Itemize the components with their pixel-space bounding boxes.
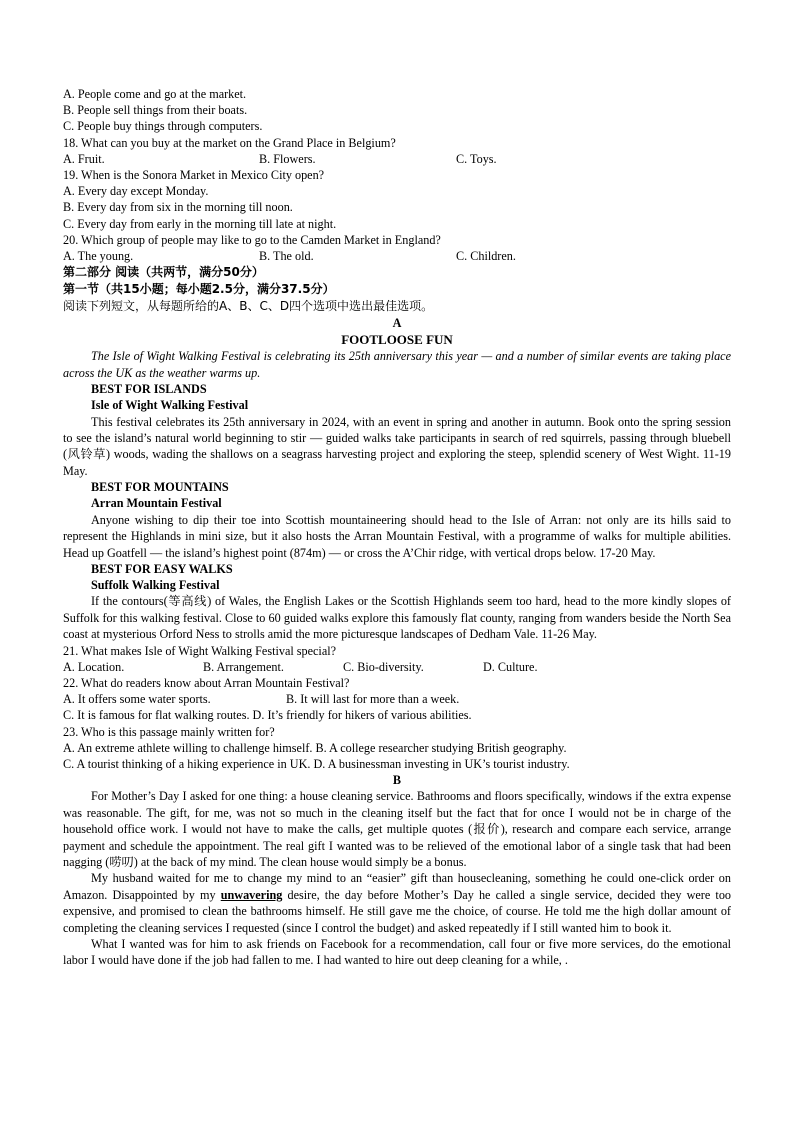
q23-options-cd: C. A tourist thinking of a hiking experience in UK. D. A businessman investing in UK’s tourist industry. — [63, 756, 570, 771]
q22-option-a: A. It offers some water sports. — [63, 692, 211, 707]
q23-stem: 23. Who is this passage mainly written for? — [63, 724, 275, 739]
q21-option-b: B. Arrangement. — [203, 659, 284, 674]
q19-option-b: B. Every day from six in the morning till noon. — [63, 200, 293, 215]
q21-option-c: C. Bio-diversity. — [343, 659, 424, 674]
q20-option-a: A. The young. — [63, 249, 134, 264]
heading-easy-walks: BEST FOR EASY WALKS — [91, 561, 233, 576]
festival-arran-text: Anyone wishing to dip their toe into Scottish mountaineering should head to the Isle of Arran: not only are its hills said to represent the Highlands in mini size, but it also hosts the Arran Mountain Festival, with a programme of walks for multiple abilities. Head up Goatfell — the island’s highest point (874m) — or cross the A’Chir ridge, with vertical drops below. 17-20 May. — [63, 512, 731, 560]
passage-b-paragraph-2 — [63, 870, 731, 936]
q20-stem: 20. Which group of people may like to go to the Camden Market in England? — [63, 232, 441, 247]
passage-b-paragraph-1: For Mother’s Day I asked for one thing: a house cleaning service. Bathrooms and floors specifically, windows if the extra expense was reasonable. The gift, for me, was not so much in the cleaning itself but the fact that for once I would not be in charge of the household office work. I would not have to make the calls, get multiple quotes (报价), research and compare each service, arrange payment and schedule the appointment. The real gift I wanted was to be relieved of the emotional labor of a single task that had been nagging (唠叨) at the back of my mind. The clean house would simply be a bonus. — [63, 789, 731, 869]
q17-option-a: A. People come and go at the market. — [63, 87, 247, 101]
q19-stem: 19. When is the Sonora Market in Mexico City open? — [63, 168, 325, 183]
passage-a-intro: The Isle of Wight Walking Festival is celebrating its 25th anniversary this year — and a number of similar events are taking place across the UK as the weather warms up. — [63, 349, 731, 380]
q21-stem: 21. What makes Isle of Wight Walking Festival special? — [63, 643, 337, 658]
heading-islands: BEST FOR ISLANDS — [91, 382, 207, 397]
passage-a-letter: A — [392, 316, 402, 331]
q21-options — [63, 659, 731, 675]
q20-option-c: C. Children. — [456, 249, 516, 264]
exam-page — [63, 86, 731, 969]
q22-stem: 22. What do readers know about Arran Mountain Festival? — [63, 675, 350, 690]
q17-option-c: C. People buy things through computers. — [63, 119, 263, 134]
festival-wight-name: Isle of Wight Walking Festival — [91, 398, 249, 413]
section-sub-heading: 第一节（共15小题；每小题2.5分，满分37.5分） — [63, 282, 335, 297]
underlined-word: unwavering — [220, 887, 283, 902]
q23-options-ab: A. An extreme athlete willing to challenge himself. B. A college researcher studying British geography. — [63, 740, 567, 755]
q18-option-c: C. Toys. — [456, 151, 497, 166]
q18-option-a: A. Fruit. — [63, 151, 105, 166]
festival-suffolk-name: Suffolk Walking Festival — [91, 578, 220, 593]
q20-options — [63, 248, 731, 264]
heading-mountains: BEST FOR MOUNTAINS — [91, 480, 229, 495]
q21-option-d: D. Culture. — [483, 659, 538, 674]
q18-stem: 18. What can you buy at the market on the Grand Place in Belgium? — [63, 135, 396, 150]
festival-wight-text: This festival celebrates its 25th anniversary in 2024, with an event in spring and another in autumn. Book onto the spring session to see the island’s natural world beginning to stir — guided walks take participants in search of red squirrels, passing through bluebell (风铃草) woods, wading the shallows on a seagrass harvesting project and exploring the steep, splendid scenery of West Wight. 11-19 May. — [63, 414, 731, 478]
q22-option-b: B. It will last for more than a week. — [286, 692, 460, 707]
passage-b-paragraph-3: What I wanted was for him to ask friends on Facebook for a recommendation, call four or five more services, do the emotional labor I would have done if the job had fallen to me. I had wanted to hire out deep cleaning for a while, . — [63, 937, 731, 968]
q21-option-a: A. Location. — [63, 659, 125, 674]
paragraph-2-text-after: desire, the day before Mother’s Day he called a single service, decided they were too expensive, and promised to clean the bathrooms himself. He still gave me the choice, of course. He told me the high dollar amount of completing the cleaning services I requested (since I control the budget) and asked repeatedly if I still wanted him to book it. — [63, 887, 732, 935]
q22-options-ab — [63, 691, 731, 707]
q18-option-b: B. Flowers. — [259, 151, 316, 166]
section-part-heading: 第二部分 阅读（共两节，满分50分） — [63, 265, 264, 280]
q22-options-cd: C. It is famous for flat walking routes. D. It’s friendly for hikers of various abilities. — [63, 708, 472, 723]
paragraph-2-text-before: My husband waited for me to change my mind to an “easier” gift than housecleaning, something he could one-click order on Amazon. Disappointed by my — [63, 871, 731, 902]
passage-b-letter: B — [392, 773, 402, 788]
q18-options — [63, 151, 731, 167]
q19-option-a: A. Every day except Monday. — [63, 184, 209, 199]
section-instructions: 阅读下列短文，从每题所给的A、B、C、D四个选项中选出最佳选项。 — [63, 299, 434, 314]
q19-option-c: C. Every day from early in the morning till late at night. — [63, 216, 337, 231]
festival-suffolk-text: If the contours(等高线) of Wales, the English Lakes or the Scottish Highlands seem too hard, head to the more kindly slopes of Suffolk for this walking festival. Close to 60 guided walks explore this famously flat county, ranging from wanders beside the North Sea coast at mysterious Orford Ness to strolls amid the more picturesque landscapes of Dedham Vale. 11-26 May. — [63, 594, 731, 642]
passage-a-title: FOOTLOOSE FUN — [341, 332, 453, 348]
festival-arran-name: Arran Mountain Festival — [91, 496, 222, 511]
q17-option-b: B. People sell things from their boats. — [63, 103, 248, 118]
q20-option-b: B. The old. — [259, 249, 314, 264]
